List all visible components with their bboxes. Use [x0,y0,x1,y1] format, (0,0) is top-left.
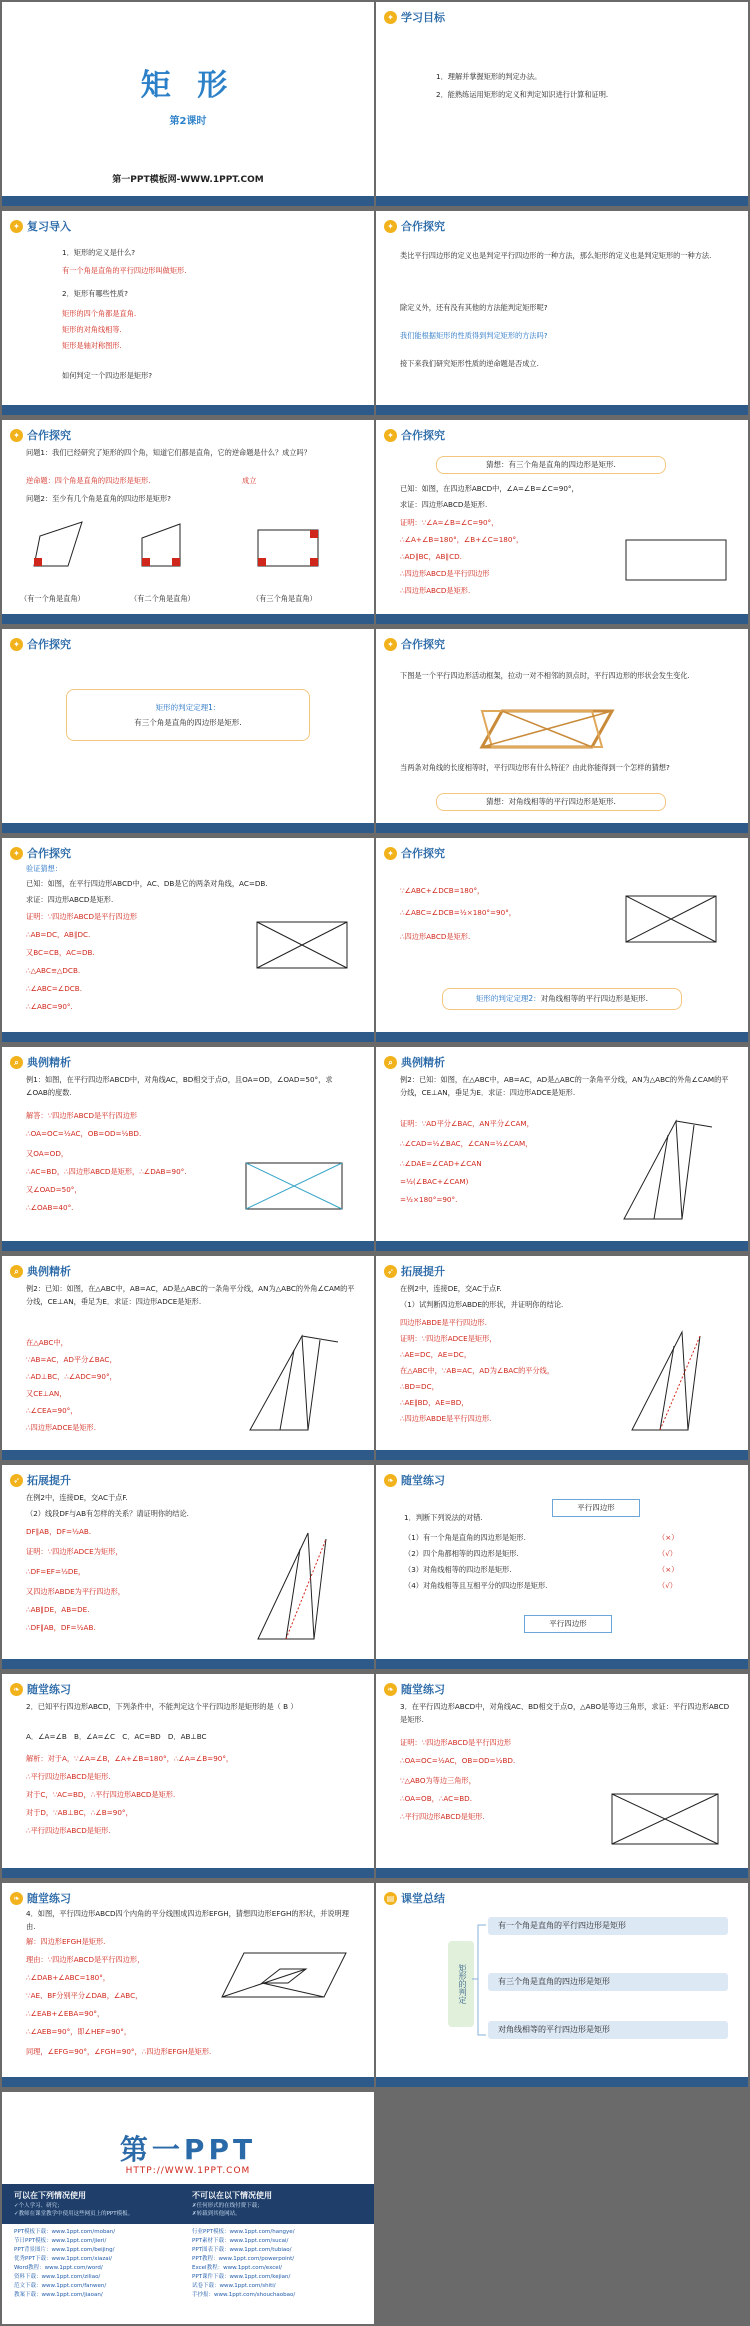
goal-2: 2．能熟练运用矩形的定义和判定知识进行计算和证明. [436,90,609,99]
slide-bar [376,1450,748,1460]
ext-l2: 四边形ABDE是平行四边形. [400,1318,487,1327]
heading-text: 随堂练习 [401,1474,445,1487]
slide-bar [2,1032,374,1042]
slide-heading [384,427,445,443]
ex1-l4: ∴AC=BD，∴四边形ABCD是矩形，∴∠DAB=90°. [26,1167,187,1176]
example-text: 例1：如图，在平行四边形ABCD中，对角线AC，BD相交于点O，且OA=OD，∠OAD=50°，求∠OAB的度数. [26,1075,333,1097]
slide-bar [376,405,748,415]
ad-link[interactable]: 优秀PPT下载：www.1ppt.com/xiazai/ [14,2256,113,2262]
summary-brace [472,1921,488,2039]
ad-url[interactable]: HTTP://WWW.1PPT.COM [125,2166,251,2176]
inverse-holds: 成立 [242,476,257,485]
verify-p3: 又BC=CB，AC=DB. [26,948,95,957]
ad-right-head: 不可以在以下情况使用 [192,2191,272,2200]
proof-1: 证明：∵∠A=∠B=∠C=90°， [400,518,499,527]
ad-link[interactable]: 手抄报：www.1ppt.com/shouchaobao/ [192,2292,296,2298]
p4-l2: 理由：∵四边形ABCD是平行四边形， [26,1955,145,1964]
ext2-l0: 在例2中，连接DE，交AC于点F. [26,1493,128,1502]
ext-l4: ∴AE=DC，AE=DC， [400,1350,472,1359]
explore-line-4: 接下来我们研究矩形性质的逆命题是否成立. [400,359,539,368]
slide-bar [376,1241,748,1251]
review-a1: 有一个角是直角的平行四边形叫做矩形. [62,266,187,275]
theorem-title: 矩形的判定定理1： [155,703,221,712]
ex2b-l6: ∴四边形ADCE是矩形. [26,1423,96,1432]
right-angle-mark [142,558,150,566]
slide-example-2b[interactable] [2,1256,374,1460]
given: 已知：如图，在四边形ABCD中，∠A=∠B=∠C=90°， [400,484,579,493]
p4-l7: 同理，∠EFG=90°，∠FGH=90°，∴四边形EFGH是矩形. [26,2047,212,2056]
ex1-l1: 解答：∵四边形ABCD是平行四边形 [26,1111,138,1120]
heading-text: 复习导入 [27,220,71,233]
review-q3: 如何判定一个四边形是矩形? [62,371,153,380]
slide-frame-activity[interactable] [376,629,748,833]
heading-text: 合作探究 [27,429,71,442]
heading-text: 随堂练习 [27,1683,71,1696]
ad-link[interactable]: PPT素材下载：www.1ppt.com/sucai/ [192,2238,289,2244]
ad-left-head: 可以在下列情况使用 [14,2191,86,2200]
slide-cover[interactable] [2,2,374,206]
leaf-icon: ❧ [384,1683,397,1696]
slide-bar [2,196,374,206]
ext-l5: 在△ABC中，∵AB=AC，AD为∠BAC的平分线， [400,1366,555,1375]
search-icon: ⌕ [10,1056,23,1069]
guess-box: 猜想：对角线相等的平行四边形是矩形. [436,793,666,811]
t2-line-3: ∴四边形ABCD是矩形. [400,932,471,941]
p4-l5: ∴∠EAB+∠EBA=90°， [26,2009,105,2018]
triangle-figure [624,1324,728,1440]
explore-line-2: 除定义外，还有没有其他的方法能判定矩形呢? [400,303,548,312]
verify-label: 验证猜想： [26,864,62,873]
p3-q: 3．在平行四边形ABCD中，对角线AC、BD相交于点O，△ABO是等边三角形，求证：平行四边形ABCD是矩形. [400,1702,730,1724]
item-1: （1）有一个角是直角的四边形是矩形. [404,1533,526,1542]
bulb-icon: ✦ [384,638,397,651]
ex1-l6: ∴∠OAB=40°. [26,1203,74,1212]
theorem-text: 对角线相等的平行四边形是矩形. [540,994,649,1003]
example-text: 例2：已知：如图，在△ABC中，AB=AC，AD是△ABC的一条角平分线，AN为△ABC的外角∠CAM的平分线，CE⊥AN，垂足为E．求证：四边形ADCE是矩形. [400,1075,729,1097]
heading-text: 合作探究 [27,638,71,651]
ad-link[interactable]: 资料下载：www.1ppt.com/ziliao/ [14,2274,101,2280]
slide-theorem-2[interactable] [376,838,748,1042]
bulb-icon: ✦ [384,847,397,860]
quad-figures [20,516,350,572]
item-4: （4）对角线相等且互相平分的四边形是矩形. [404,1581,548,1590]
right-angle-mark [310,558,318,566]
theorem-title: 矩形的判定定理2： [475,994,541,1003]
slide-heading [384,1054,445,1070]
slide-extension-2[interactable] [2,1465,374,1669]
verify-p5: ∴∠ABC=∠DCB. [26,984,82,993]
p2-l5: ∴平行四边形ABCD是矩形. [26,1826,111,1835]
slide-heading [10,1890,71,1906]
slide-ad[interactable] [2,2092,374,2324]
summary-item-1: 有一个角是直角的平行四边形是矩形 [488,1917,728,1935]
slide-bar [376,1659,748,1669]
triangle-figure [242,1330,352,1440]
heading-text: 拓展提升 [27,1474,71,1487]
slide-heading [384,636,445,652]
p3-l5: ∴平行四边形ABCD是矩形. [400,1812,485,1821]
ex1-l3: 又OA=OD， [26,1149,69,1158]
heading-text: 合作探究 [401,220,445,233]
bulb-icon: ✦ [10,847,23,860]
ext-l1: （1）试判断四边形ABDE的形状，并证明你的结论. [400,1300,564,1309]
ad-link[interactable]: Excel教程：www.1ppt.com/excel/ [192,2265,283,2271]
ex2-l1: 证明：∵AD平分∠BAC，AN平分∠CAM， [400,1119,534,1128]
leaf-icon: ❧ [384,1474,397,1487]
slide-explore-question[interactable] [2,420,374,624]
t2-line-1: ∵∠ABC+∠DCB=180°， [400,886,485,895]
t2-line-2: ∴∠ABC=∠DCB=½×180°=90°， [400,908,516,917]
slide-extension-1[interactable] [376,1256,748,1460]
ext-l7: ∴AE∥BD，AE=BD， [400,1398,469,1407]
slide-heading [10,218,71,234]
ad-left-note-2: ✓教师在课堂教学中使用这些网页上的PPT模板。 [14,2211,134,2217]
rocket-icon: ➶ [384,1265,397,1278]
cover-subtitle: 第2课时 [169,116,207,127]
p2-l4: 对于D，∵AB⊥BC，∴∠B=90°， [26,1808,133,1817]
proof-3: ∴AD∥BC，AB∥CD. [400,552,462,561]
ext2-l5: 又四边形ABDE为平行四边形， [26,1587,125,1596]
ex2b-l5: ∴∠CEA=90°， [26,1406,78,1415]
slide-bar [376,196,748,206]
heading-text: 典例精析 [27,1056,71,1069]
p3-l4: ∴OA=OB，∴AC=BD. [400,1794,472,1803]
slide-heading [384,1472,445,1488]
explore-line-1: 类比平行四边形的定义也是判定平行四边形的一种方法，那么矩形的定义也是判定矩形的一种方法. [400,251,712,260]
summary-item-3: 对角线相等的平行四边形是矩形 [488,2021,728,2039]
slide-practice-3[interactable] [376,1674,748,1878]
slide-practice-2[interactable] [2,1674,374,1878]
ex2b-l3: ∴AD⊥BC，∴∠ADC=90°， [26,1372,117,1381]
ext-l8: ∴四边形ABDE是平行四边形. [400,1414,492,1423]
inverse-statement: 逆命题：四个角是直角的四边形是矩形. [26,476,151,485]
rect-diagonals-figure [616,890,726,950]
ad-link[interactable]: 节日PPT模板：www.1ppt.com/jieri/ [14,2238,107,2244]
slide-heading [10,636,71,652]
ad-link[interactable]: 范文下载：www.1ppt.com/fanwen/ [14,2283,107,2289]
caption-3: （有三个角是直角） [252,594,317,603]
frame-image [472,703,622,755]
ad-right-note-2: ✗转载到其他网站。 [192,2211,241,2217]
slide-heading [10,1681,71,1697]
ex2b-l2: ∵AB=AC，AD平分∠BAC， [26,1355,117,1364]
caption-2: （有二个角是直角） [130,594,195,603]
slide-heading [10,1054,71,1070]
ex2b-l4: 又CE⊥AN， [26,1389,67,1398]
mark-2: （√） [658,1549,677,1558]
rect-diagonals-figure [247,916,357,976]
slide-example-1[interactable] [2,1047,374,1251]
verify-p1: 证明：∵四边形ABCD是平行四边形 [26,912,138,921]
p3-l1: 证明：∵四边形ABCD是平行四边形 [400,1738,512,1747]
verify-p4: ∴△ABC≌△DCB. [26,966,81,975]
slide-bar [2,614,374,624]
ex1-l2: ∴OA=OC=½AC，OB=OD=½BD. [26,1129,142,1138]
activity-text: 下图是一个平行四边形活动框架，拉动一对不相邻的顶点时，平行四边形的形状会发生变化. [400,671,690,680]
ad-left-note-1: ✓个人学习、研究； [14,2203,63,2209]
question-1: 问题1：我们已经研究了矩形的四个角，知道它们都是直角，它的逆命题是什么？成立吗？ [26,448,311,457]
ext2-l6: ∴AB∥DE，AB=DE. [26,1605,90,1614]
slide-practice-4[interactable] [2,1883,374,2087]
ext2-l2: DF∥AB，DF=½AB. [26,1527,92,1536]
ad-link[interactable]: 试卷下载：www.1ppt.com/shiti/ [192,2283,276,2289]
p4-q: 4．如图，平行四边形ABCD四个内角的平分线围成四边形EFGH，猜想四边形EFGH的形状，并说明理由. [26,1909,349,1931]
verify-p2: ∴AB=DC， [26,930,65,939]
slide-bar [2,405,374,415]
ad-link[interactable]: PPT背景图片：www.1ppt.com/beijing/ [14,2247,115,2253]
right-angle-mark [172,558,180,566]
caption-1: （有一个角是直角） [20,594,85,603]
heading-text: 典例精析 [401,1056,445,1069]
slide-bar [2,1450,374,1460]
theorem-box [66,689,310,741]
item-3: （3）对角线相等的四边形是矩形. [404,1565,512,1574]
to-prove: 求证：四边形ABCD是矩形. [400,500,488,509]
mark-1: （×） [658,1533,679,1542]
heading-text: 课堂总结 [401,1892,445,1905]
slide-bar [376,614,748,624]
ext2-l4: ∴DF=EF=½DE， [26,1567,86,1576]
ex2-l2: ∴∠CAD=½∠BAC，∠CAN=½∠CAM， [400,1139,533,1148]
p2-l1: 解析：对于A，∵∠A=∠B，∠A+∠B=180°，∴∠A=∠B=90°， [26,1754,234,1763]
ad-link[interactable]: 行业PPT模板：www.1ppt.com/hangye/ [192,2229,295,2235]
ad-link[interactable]: Word教程：www.1ppt.com/word/ [14,2265,103,2271]
bulb-icon: ✦ [10,429,23,442]
ad-logo: 第一PPT [119,2133,257,2166]
leaf-icon: ❧ [10,1683,23,1696]
slide-bar [2,823,374,833]
item-2: （2）四个角都相等的四边形是矩形. [404,1549,519,1558]
ad-link[interactable]: PPT图表下载：www.1ppt.com/tubiao/ [192,2247,292,2253]
question-text: 当两条对角线的长度相等时，平行四边形有什么特征？由此你能得到一个怎样的猜想? [400,763,670,772]
theorem-box [442,988,682,1010]
parallelogram-figure [214,1945,354,2005]
rocket-icon: ➶ [10,1474,23,1487]
bulb-icon: ✦ [384,429,397,442]
bulb-icon: ✦ [384,220,397,233]
ext2-l3: 证明：∵四边形ADCE为矩形， [26,1547,123,1556]
mark-4: （√） [658,1581,677,1590]
ad-link[interactable]: PPT课件下载：www.1ppt.com/kejian/ [192,2274,291,2280]
heading-text: 合作探究 [401,638,445,651]
bulb-icon: ✦ [10,220,23,233]
bulb-icon: ✦ [10,638,23,651]
heading-text: 拓展提升 [401,1265,445,1278]
p4-l6: ∴∠AEB=90°，即∠HEF=90°， [26,2027,132,2036]
triangle-figure [616,1113,726,1229]
review-a3: 矩形的对角线相等. [62,325,122,334]
review-a4: 矩形是轴对称图形. [62,341,122,350]
p4-l4: ∵AE、BF分别平分∠DAB，∠ABC， [26,1991,143,2000]
slide-bar [376,2077,748,2087]
goal-1: 1．理解并掌握矩形的判定办法。 [436,72,542,81]
search-icon: ⌕ [10,1265,23,1278]
p2-options: A．∠A=∠B B．∠A=∠C C．AC=BD D．AB⊥BC [26,1732,207,1741]
ext-l3: 证明：∵四边形ADCE是矩形， [400,1334,497,1343]
right-angle-mark [310,530,318,538]
slide-guess-proof[interactable] [376,420,748,624]
book-icon: ▤ [384,1892,397,1905]
search-icon: ⌕ [384,1056,397,1069]
ad-link[interactable]: 教案下载：www.1ppt.com/jiaoan/ [14,2292,103,2298]
ext-l0: 在例2中，连接DE，交AC于点F. [400,1284,502,1293]
slide-example-2a[interactable] [376,1047,748,1251]
theorem-text: 有三个角是直角的四边形是矩形. [134,718,242,727]
ex2-l4: =½(∠BAC+∠CAM) [400,1177,469,1186]
ad-link[interactable]: PPT模板下载：www.1ppt.com/moban/ [14,2229,116,2235]
proof-4: ∴四边形ABCD是平行四边形 [400,569,490,578]
right-angle-mark [34,558,42,566]
slide-bar [376,1868,748,1878]
slide-heading [10,1472,71,1488]
cover-footer: 第一PPT模板网-WWW.1PPT.COM [112,175,264,185]
proof-2: ∴∠A+∠B=180°，∠B+∠C=180°， [400,535,524,544]
slide-bar [2,2077,374,2087]
heading-text: 合作探究 [401,429,445,442]
cover-title: 矩 形 [140,68,236,103]
p2-l2: ∴平行四边形ABCD是矩形. [26,1772,111,1781]
quad-three-right [258,530,318,566]
slide-heading [10,845,71,861]
verify-prove: 求证：四边形ABCD是矩形. [26,895,114,904]
proof-5: ∴四边形ABCD是矩形. [400,586,471,595]
slide-heading [384,1890,445,1906]
slide-verify[interactable] [2,838,374,1042]
ad-link[interactable]: PPT教程：www.1ppt.com/powerpoint/ [192,2256,295,2262]
verify-p2b: AB∥DC. [64,930,91,939]
hint-box-top: 平行四边形 [552,1499,640,1517]
review-a2: 矩形的四个角都是直角. [62,309,137,318]
explore-line-3: 我们能根据矩形的性质得到判定矩形的方法吗? [400,331,548,340]
slide-heading [10,427,71,443]
right-angle-mark [258,558,266,566]
verify-given: 已知：如图，在平行四边形ABCD中，AC、DB是它的两条对角线，AC=DB. [26,879,268,888]
bulb-icon: ✦ [384,11,397,24]
ext2-l1: （2）线段DF与AB有怎样的关系？请证明你的结论. [26,1509,189,1518]
rect-figure [616,532,736,588]
ex2b-l1: 在△ABC中， [26,1338,68,1347]
slide-bar [2,1868,374,1878]
slide-theorem-1[interactable] [2,629,374,833]
review-q1: 1．矩形的定义是什么? [62,248,136,257]
slide-heading [10,1263,71,1279]
hint-box-bottom: 平行四边形 [524,1615,612,1633]
mark-3: （×） [658,1565,679,1574]
question-2: 问题2：至少有几个角是直角的四边形是矩形? [26,494,171,503]
p4-l1: 解：四边形EFGH是矩形. [26,1937,106,1946]
slide-summary[interactable] [376,1883,748,2087]
ext-l6: ∴BD=DC， [400,1382,439,1391]
guess-box: 猜想：有三个角是直角的四边形是矩形. [436,456,666,474]
practice-question: 1．判断下列说法的对错. [404,1513,483,1522]
p2-l3: 对于C，∵AC=BD，∴平行四边形ABCD是矩形. [26,1790,176,1799]
heading-text: 随堂练习 [27,1892,71,1905]
slide-heading [384,218,445,234]
slide-heading [384,845,445,861]
slide-bar [376,1032,748,1042]
slide-review[interactable] [2,211,374,415]
slide-heading [384,1681,445,1697]
slide-practice-1[interactable] [376,1465,748,1669]
heading-text: 典例精析 [27,1265,71,1278]
ex2-l5: =½×180°=90°. [400,1195,458,1204]
summary-item-2: 有三个角是直角的四边形是矩形 [488,1973,728,1991]
slide-bar [376,823,748,833]
leaf-icon: ❧ [10,1892,23,1905]
ex1-l5: 又∠OAD=50°， [26,1185,82,1194]
heading-text: 合作探究 [401,847,445,860]
slide-bar [2,1659,374,1669]
heading-text: 学习目标 [401,11,445,24]
ext2-l7: ∴DF∥AB，DF=½AB. [26,1623,96,1632]
p2-q: 2．已知平行四边形ABCD，下列条件中，不能判定这个平行四边形是矩形的是（ B ） [26,1702,298,1711]
rect-diagonals-figure [602,1786,728,1854]
slide-heading [384,9,445,25]
rect-figure [234,1157,352,1217]
slide-heading [384,1263,445,1279]
summary-side-label: 矩形的判定 [448,1941,474,2027]
slide-goals[interactable] [376,2,748,206]
p4-l3: ∴∠DAB+∠ABC=180°， [26,1973,111,1982]
triangle-figure [250,1525,354,1649]
verify-p6: ∴∠ABC=90°. [26,1002,73,1011]
example-text: 例2：已知：如图，在△ABC中，AB=AC，AD是△ABC的一条角平分线，AN为△ABC的外角∠CAM的平分线，CE⊥AN，垂足为E．求证：四边形ADCE是矩形. [26,1284,355,1306]
review-q2: 2．矩形有哪些性质? [62,289,128,298]
slide-explore-intro[interactable] [376,211,748,415]
ad-right-note-1: ✗任何形式的在线付费下载； [192,2203,263,2209]
slide-bar [2,1241,374,1251]
p3-l2: ∴OA=OC=½AC，OB=OD=½BD. [400,1756,516,1765]
p3-l3: ∵△ABO为等边三角形， [400,1776,476,1785]
heading-text: 合作探究 [27,847,71,860]
heading-text: 随堂练习 [401,1683,445,1696]
ex2-l3: ∴∠DAE=∠CAD+∠CAN [400,1159,482,1168]
